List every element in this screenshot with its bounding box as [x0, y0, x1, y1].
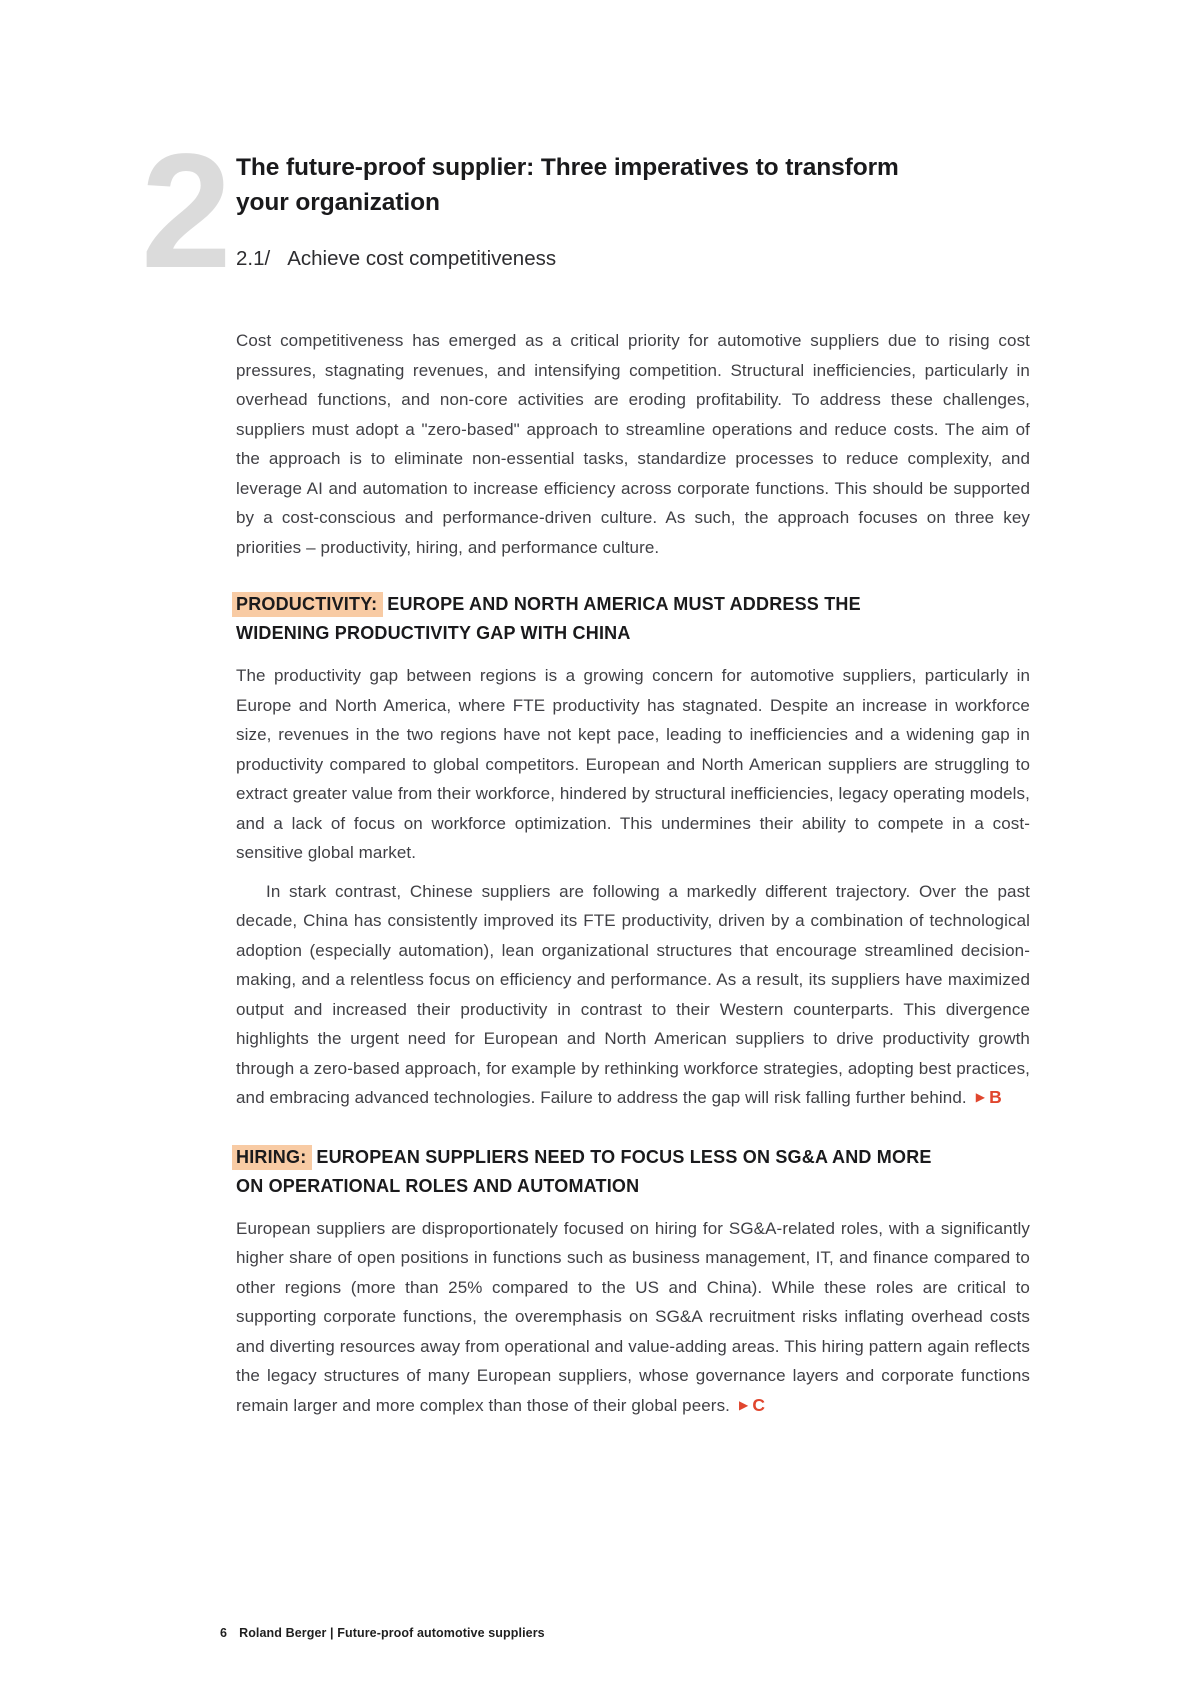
productivity-paragraph-1: The productivity gap between regions is a growing concern for automotive suppliers, particularly in Europe and North America, where FTE productivity has stagnated. Despite an increase in workforce size, revenues in the two regions have not kept pace, leading to inefficiencies and a widening gap in productivity compared to global competitors. European and North American suppliers are struggling to extract greater value from their workforce, hindered by structural inefficiencies, legacy operating models, and a lack of focus on workforce optimization. This undermines their ability to compete in a cost-sensitive global market. — [236, 666, 1030, 862]
section-heading-productivity — [236, 590, 946, 648]
section-title: Achieve cost competitiveness — [287, 247, 557, 270]
hiring-paragraph-1 — [236, 1214, 1030, 1423]
figure-reference-letter: C — [752, 1394, 766, 1415]
page-header — [236, 150, 1036, 273]
triangle-right-icon: ▶ — [739, 1397, 749, 1412]
body-content — [236, 326, 1030, 1422]
chapter-number: 2 — [141, 119, 232, 302]
paragraph-text: In stark contrast, Chinese suppliers are following a markedly different trajectory. Over the past decade, China has consistently improved its FTE productivity, driven by a combination of technological adoption (especially automation), lean organizational structures that encourage streamlined decision-making, and a relentless focus on efficiency and performance. As a result, its suppliers have maximized output and increased their productivity in contrast to their Western counterparts. This divergence highlights the urgent need for European and North American suppliers to drive productivity growth through a zero-based approach, for example by rethinking workforce strategies, adopting best practices, and embracing advanced technologies. Failure to address the gap will risk falling further behind. — [236, 881, 1030, 1107]
paragraph-text: European suppliers are disproportionately focused on hiring for SG&A-related roles, with a significantly higher share of open positions in functions such as business management, IT, and finance compared to other regions (more than 25% compared to the US and China). While these roles are critical to supporting corporate functions, the overemphasis on SG&A recruitment risks inflating overhead costs and diverting resources away from operational and value-adding areas. This hiring pattern again reflects the legacy structures of many European suppliers, whose governance layers and corporate functions remain larger and more complex than those of their global peers. — [236, 1218, 1030, 1415]
heading-text-productivity: EUROPE AND NORTH AMERICA MUST ADDRESS THE WIDENING PRODUCTIVITY GAP WITH CHINA — [236, 594, 861, 643]
triangle-right-icon: ▶ — [975, 1090, 986, 1104]
heading-highlight-productivity: PRODUCTIVITY: — [232, 592, 383, 617]
chapter-title: The future-proof supplier: Three imperatives to transform your organization — [236, 154, 899, 216]
page-number: 6 — [220, 1626, 228, 1640]
heading-highlight-hiring: HIRING: — [232, 1145, 312, 1170]
intro-paragraph: Cost competitiveness has emerged as a critical priority for automotive suppliers due to rising cost pressures, stagnating revenues, and intensifying competition. Structural inefficiencies, particularly in overhead functions, and non-core activities are eroding profitability. To address these challenges, suppliers must adopt a "zero-based" approach to streamline operations and reduce costs. The aim of the approach is to eliminate non-essential tasks, standardize processes to reduce complexity, and leverage AI and automation to increase efficiency across corporate functions. This should be supported by a cost-conscious and performance-driven culture. As such, the approach focuses on three key priorities – productivity, hiring, and performance culture. — [236, 331, 1030, 557]
section-subtitle — [236, 245, 1036, 273]
figure-reference-c — [739, 1396, 765, 1415]
section-heading-hiring — [236, 1143, 946, 1201]
footer-title: Roland Berger | Future-proof automotive suppliers — [239, 1626, 545, 1640]
page-footer — [220, 1626, 545, 1640]
section-number: 2.1/ — [236, 247, 271, 270]
figure-reference-letter: B — [989, 1087, 1002, 1107]
figure-reference-b — [976, 1088, 1002, 1107]
productivity-paragraph-2 — [236, 877, 1030, 1115]
heading-text-hiring: EUROPEAN SUPPLIERS NEED TO FOCUS LESS ON SG&A AND MORE ON OPERATIONAL ROLES AND AUTOMATION — [236, 1146, 932, 1196]
